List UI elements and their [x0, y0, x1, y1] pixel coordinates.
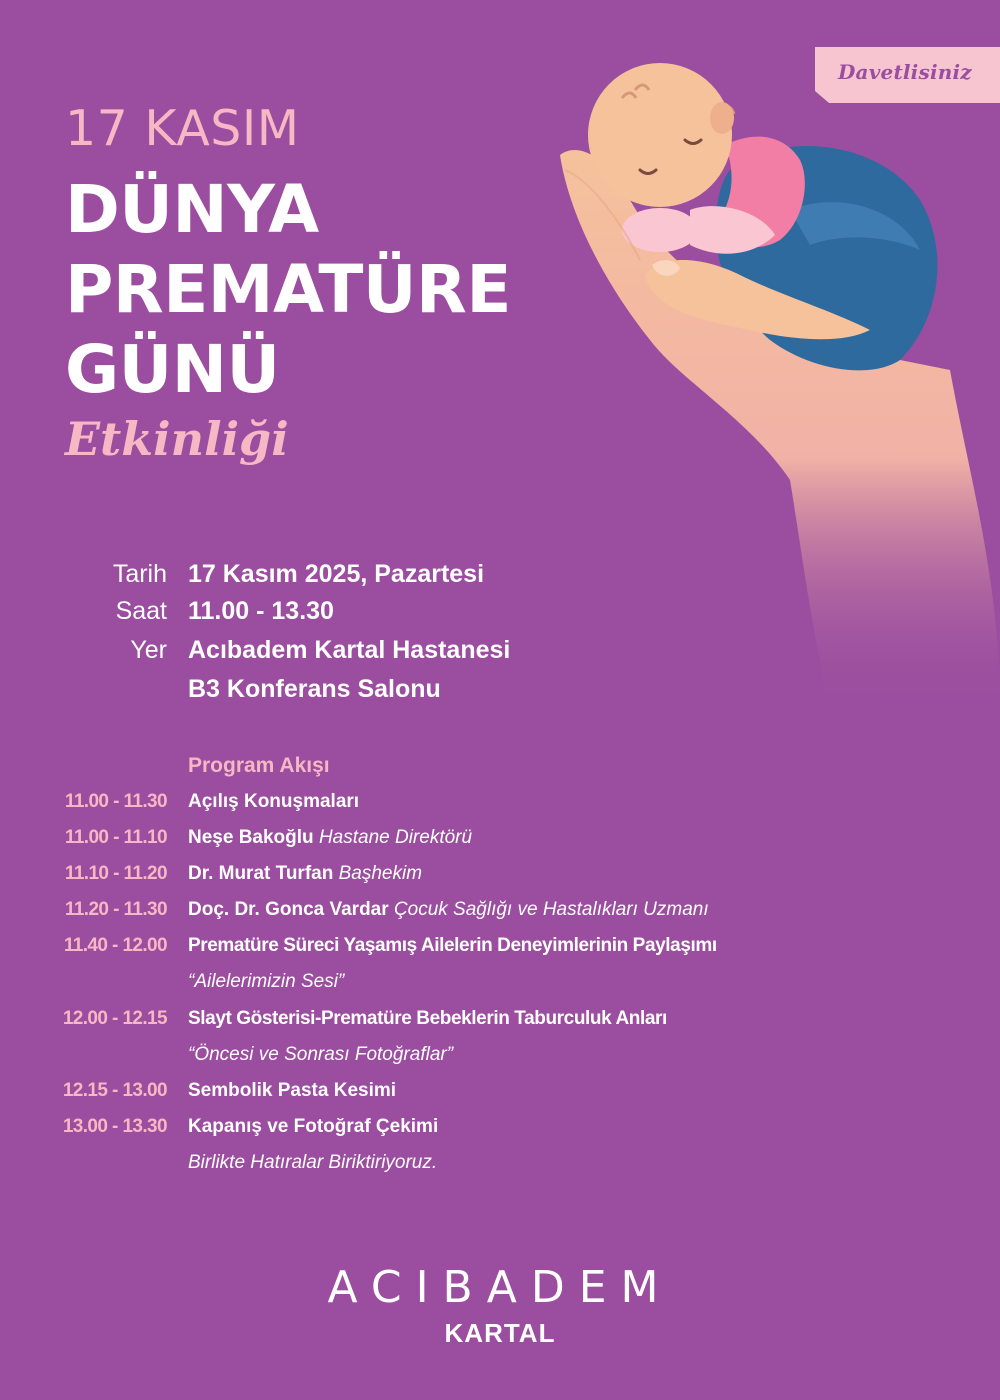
program-item-title: Neşe Bakoğlu	[188, 827, 314, 848]
program-time: 11.00 - 11.10	[64, 827, 167, 848]
program-item	[188, 791, 359, 813]
program-item-title: Açılış Konuşmaları	[188, 791, 360, 812]
place-value-line2: B3 Konferans Salonu	[188, 675, 441, 703]
program-item	[188, 1080, 396, 1102]
logo-branch-label: KARTAL	[444, 1318, 556, 1348]
program-item-title: Doç. Dr. Gonca Vardar	[188, 899, 389, 920]
program-item	[188, 827, 472, 849]
program-item-title: Kapanış ve Fotoğraf Çekimi	[188, 1116, 439, 1137]
program-heading: Program Akışı	[188, 754, 330, 777]
program-item-title: Dr. Murat Turfan	[188, 863, 334, 884]
program-item	[188, 1008, 667, 1030]
program-item-role: Başhekim	[338, 863, 423, 884]
program-item-title: Prematüre Süreci Yaşamış Ailelerin Deneyimlerinin Paylaşımı	[188, 935, 717, 956]
program-time: 11.10 - 11.20	[64, 863, 167, 884]
program-time: 11.00 - 11.30	[64, 791, 167, 812]
event-title	[65, 170, 511, 410]
program-time: 13.00 - 13.30	[62, 1116, 167, 1137]
place-label: Yer	[130, 636, 167, 664]
program-time: 12.15 - 13.00	[62, 1080, 167, 1101]
program-item-title: Sembolik Pasta Kesimi	[188, 1080, 397, 1101]
program-item-title: Slayt Gösterisi-Prematüre Bebeklerin Taburculuk Anları	[188, 1008, 667, 1029]
program-item	[188, 935, 717, 957]
program-item	[188, 863, 422, 885]
date-label: Tarih	[112, 560, 167, 588]
program-item-role: Çocuk Sağlığı ve Hastalıkları Uzmanı	[393, 899, 709, 920]
program-time: 12.00 - 12.15	[62, 1008, 167, 1029]
acibadem-logo: ACIBADEM	[327, 1262, 673, 1313]
program-item	[188, 899, 709, 921]
program-time: 11.20 - 11.30	[64, 899, 167, 920]
event-title-line: PREMATÜRE	[65, 251, 511, 328]
program-item	[188, 1116, 438, 1138]
program-item-role: Hastane Direktörü	[318, 827, 473, 848]
baby-head-shape	[588, 63, 732, 207]
program-item-subtitle: “Öncesi ve Sonrası Fotoğraflar”	[188, 1044, 454, 1065]
time-value: 11.00 - 13.30	[188, 597, 334, 625]
hand-holding-baby-illustration	[540, 60, 1000, 710]
program-time: 11.40 - 12.00	[63, 935, 167, 956]
program-item-subtitle: “Ailelerimizin Sesi”	[188, 971, 345, 992]
date-value: 17 Kasım 2025, Pazartesi	[188, 560, 485, 588]
event-date-title: 17 KASIM	[65, 100, 300, 157]
event-title-line: GÜNÜ	[65, 331, 280, 408]
time-label: Saat	[115, 597, 167, 625]
event-subtitle: Etkinliği	[65, 412, 289, 466]
event-title-line: DÜNYA	[65, 171, 319, 248]
program-item-subtitle: Birlikte Hatıralar Biriktiriyoruz.	[188, 1152, 438, 1173]
place-value-line1: Acıbadem Kartal Hastanesi	[188, 636, 511, 664]
invitation-badge-label: Davetlisiniz	[838, 60, 972, 84]
